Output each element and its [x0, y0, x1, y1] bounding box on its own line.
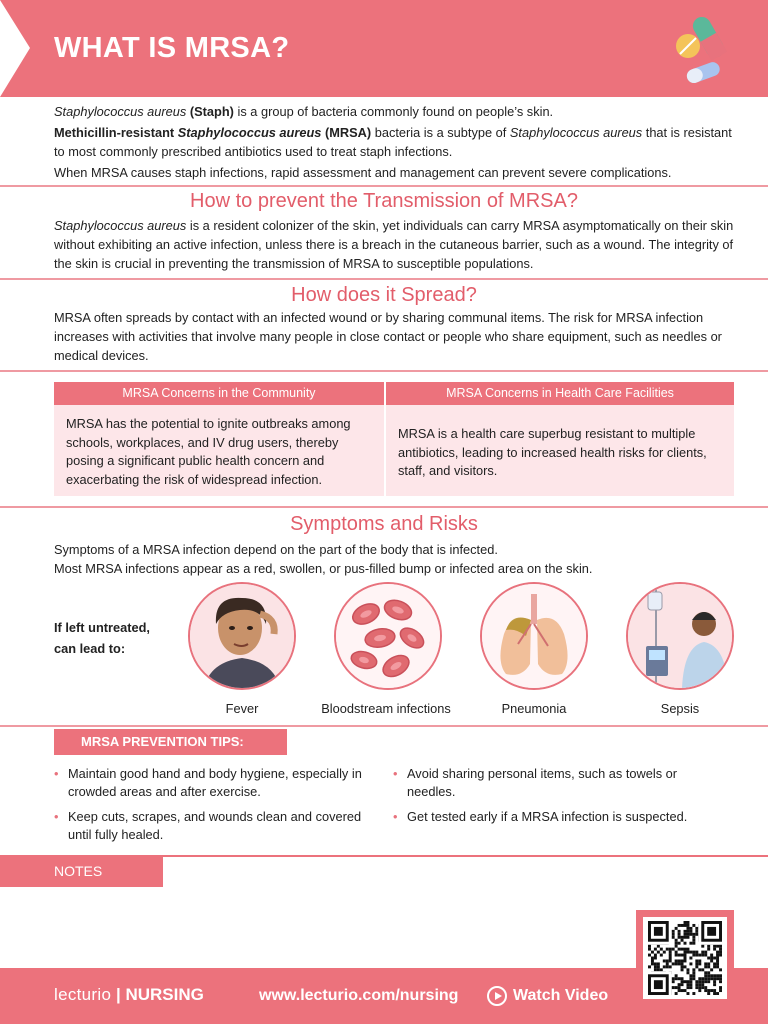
play-icon	[487, 986, 507, 1006]
fever-person-icon	[190, 584, 294, 688]
pneumonia-label: Pneumonia	[501, 701, 567, 716]
watch-video-button[interactable]	[487, 986, 608, 1006]
bullet-icon: •	[393, 766, 398, 781]
hospital-patient-icon	[628, 584, 732, 688]
community-header: MRSA Concerns in the Community	[54, 382, 384, 405]
lead-to-label: If left untreated, can lead to:	[54, 620, 150, 656]
spread-title: How does it Spread?	[291, 284, 477, 306]
brand-name: NURSING	[125, 985, 204, 1004]
pills-icon	[668, 12, 748, 88]
divider	[0, 185, 768, 187]
list-item: • Keep cuts, scrapes, and wounds clean and covered until fully healed.	[54, 809, 362, 842]
lecturio-logo: lecturio	[54, 985, 112, 1004]
page-title: WHAT IS MRSA?	[54, 32, 290, 64]
bloodstream-illustration	[334, 582, 442, 690]
bloodstream-label: Bloodstream infections	[321, 701, 451, 716]
list-item: • Avoid sharing personal items, such as towels or needles.	[393, 766, 678, 799]
symptoms-text: Symptoms of a MRSA infection depend on the part of the body that is infected. Most MRSA infections appear as a red, swollen, or pus-filled bump or infected area on the skin.	[54, 542, 593, 576]
community-column	[54, 382, 384, 496]
list-item: • Maintain good hand and body hygiene, especially in crowded areas and after exercise.	[54, 766, 362, 799]
divider	[0, 506, 768, 508]
qr-code	[636, 910, 734, 1006]
facilities-text: MRSA is a health care superbug resistant to multiple antibiotics, leading to increased health risks for clients, staff, and visitors.	[386, 405, 734, 496]
sepsis-illustration	[626, 582, 734, 690]
prevent-text: Staphylococcus aureus is a resident colonizer of the skin, yet individuals can carry MRSA asymptomatically on their skin without exhibiting an active infection, unless there is a breach in the cutaneous barrier, such as a wound. The integrity of the skin is crucial in preventing the transmission of MRSA to susceptible populations.	[54, 218, 734, 271]
bullet-icon: •	[54, 809, 59, 824]
divider	[0, 370, 768, 372]
page-header	[0, 0, 768, 97]
concerns-table	[54, 382, 734, 496]
sepsis-label: Sepsis	[660, 701, 700, 716]
notes-label: NOTES	[0, 855, 163, 887]
tips-right-list	[393, 765, 723, 834]
lungs-icon	[482, 584, 586, 688]
community-text: MRSA has the potential to ignite outbreaks among schools, workplaces, and IV drug users, thereby posing a significant public health concern and exacerbating the risk of widespread infection.	[54, 405, 384, 496]
fever-label: Fever	[225, 701, 259, 716]
blood-cells-icon	[336, 584, 440, 688]
list-item: • Get tested early if a MRSA infection is suspected.	[393, 809, 688, 824]
fever-illustration	[188, 582, 296, 690]
header-chevron	[0, 0, 30, 97]
intro-section	[54, 102, 744, 184]
bullet-icon: •	[393, 809, 398, 824]
brand-separator: |	[115, 985, 121, 1004]
pneumonia-illustration	[480, 582, 588, 690]
prevent-title: How to prevent the Transmission of MRSA?	[190, 190, 578, 212]
facilities-column	[386, 382, 734, 496]
divider	[0, 278, 768, 280]
tips-left-list	[54, 765, 384, 851]
intro-line-3: When MRSA causes staph infections, rapid assessment and management can prevent severe complications.	[54, 165, 672, 180]
brand	[54, 985, 204, 1005]
divider	[0, 725, 768, 727]
symptoms-title: Symptoms and Risks	[290, 513, 478, 535]
qr-code-icon	[647, 921, 723, 995]
tips-label: MRSA PREVENTION TIPS:	[54, 729, 287, 755]
bullet-icon: •	[54, 766, 59, 781]
facilities-header: MRSA Concerns in Health Care Facilities	[386, 382, 734, 405]
watch-video-label: Watch Video	[513, 987, 609, 1004]
intro-line-2: Methicillin-resistant Staphylococcus aureus (MRSA) bacteria is a subtype of Staphylococcus aureus that is resistant to most commonly prescribed antibiotics used to treat staph infections.	[54, 125, 732, 159]
intro-line-1: Staphylococcus aureus (Staph) is a group of bacteria commonly found on people’s skin.	[54, 104, 554, 119]
spread-text: MRSA often spreads by contact with an infected wound or by sharing communal items. The risk for MRSA infection increases with activities that involve many people in close contact or people who share equipment, such as needles or medical devices.	[54, 310, 722, 363]
website-link[interactable]: www.lecturio.com/nursing	[259, 987, 459, 1004]
